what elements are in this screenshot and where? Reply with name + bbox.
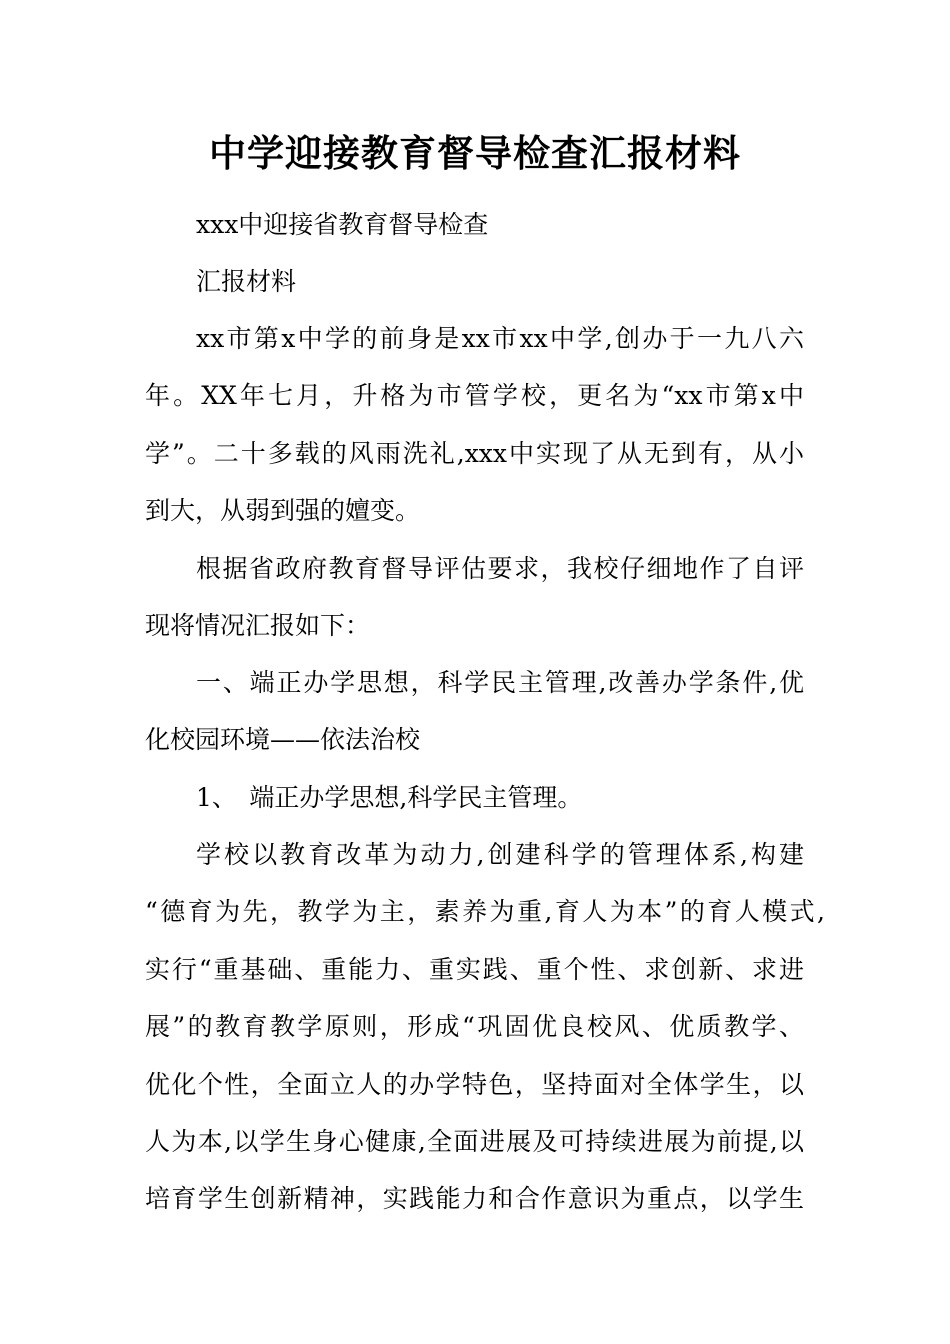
section-heading-line-2: 化校园环境——依法治校 [145, 725, 421, 754]
paragraph-3-line-3: 实行“重基础、重能力、重实践、重个性、求创新、求进 [145, 955, 804, 984]
subtitle-line-2: 汇报材料 [196, 267, 297, 296]
paragraph-3-line-2: “德育为先，教学为主，素养为重,育人为本”的育人模式, [145, 897, 825, 926]
paragraph-1-line-4: 到大，从弱到强的嬗变。 [145, 496, 421, 525]
section-heading-line-1: 一、端正办学思想，科学民主管理,改善办学条件,优 [196, 668, 804, 697]
subtitle-line-1: xxx中迎接省教育督导检查 [196, 210, 489, 239]
paragraph-1-line-3: 学”。二十多载的风雨洗礼,xxx中实现了从无到有，从小 [145, 439, 804, 468]
subsection-heading: 1、 端正办学思想,科学民主管理。 [196, 783, 583, 812]
paragraph-1-line-1: xx市第x中学的前身是xx市xx中学,创办于一九八六 [196, 324, 804, 353]
paragraph-2-line-1: 根据省政府教育督导评估要求，我校仔细地作了自评 [196, 554, 804, 583]
paragraph-3-line-7: 培育学生创新精神，实践能力和合作意识为重点，以学生 [145, 1184, 804, 1213]
paragraph-3-line-5: 优化个性，全面立人的办学特色，坚持面对全体学生，以 [145, 1070, 804, 1099]
paragraph-3-line-4: 展”的教育教学原则，形成“巩固优良校风、优质教学、 [145, 1012, 804, 1041]
paragraph-2-line-2: 现将情况汇报如下： [145, 611, 371, 640]
document-title: 中学迎接教育督导检查汇报材料 [209, 131, 741, 175]
paragraph-1-line-2: 年。XX年七月，升格为市管学校，更名为“xx市第x中 [145, 381, 804, 410]
paragraph-3-line-1: 学校以教育改革为动力,创建科学的管理体系,构建 [196, 840, 804, 869]
paragraph-3-line-6: 人为本,以学生身心健康,全面进展及可持续进展为前提,以 [145, 1127, 804, 1156]
